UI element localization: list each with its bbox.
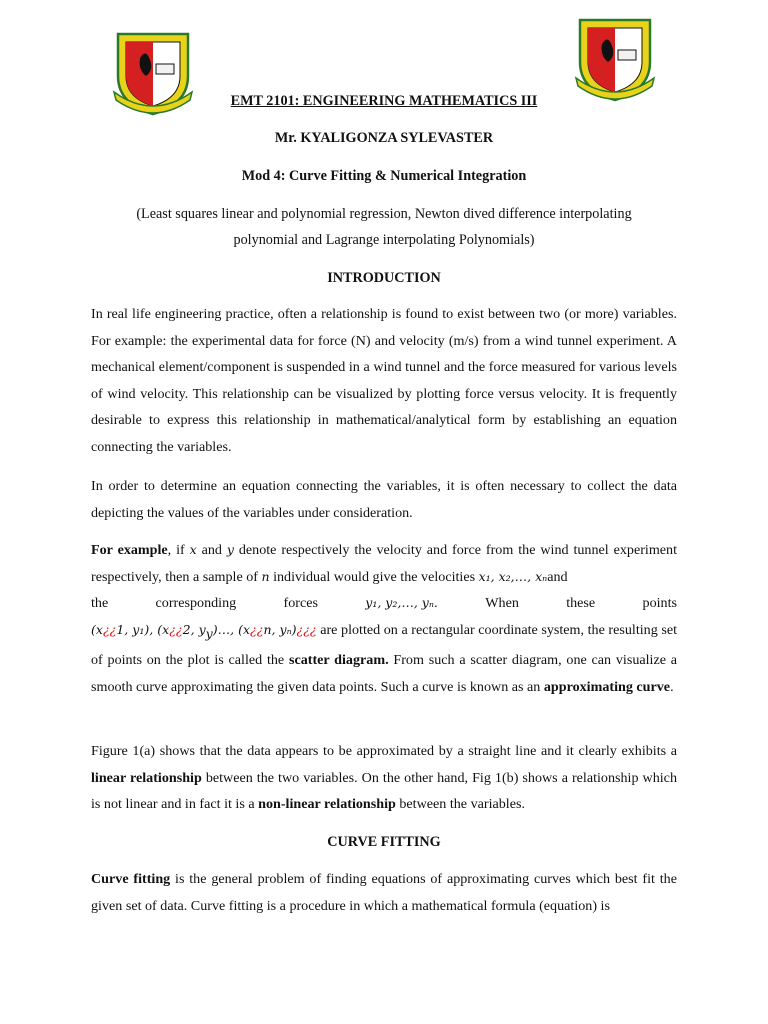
- example-line-3: [91, 617, 677, 701]
- curve-fitting-paragraph: [91, 866, 677, 919]
- course-title: EMT 2101: ENGINEERING MATHEMATICS III: [230, 93, 538, 109]
- math-subscript: y: [205, 625, 213, 641]
- math-forces: y₁, y₂,…, yₙ.: [365, 595, 438, 611]
- text-run: When: [485, 595, 519, 612]
- nonlinear-relationship-term: non-linear relationship: [258, 796, 396, 813]
- curve-fitting-heading: CURVE FITTING: [327, 834, 441, 850]
- text-run: between the variables.: [395, 796, 525, 813]
- text-run: denote respectively the velocity and force from the wind tunnel experiment respectively, then a sample of: [91, 542, 677, 585]
- math-velocities: x₁, x₂,…, xₙ: [478, 568, 548, 584]
- math-points: (x: [91, 621, 103, 637]
- text-run: and: [547, 568, 568, 585]
- math-y: y: [226, 542, 234, 557]
- introduction-heading: INTRODUCTION: [327, 270, 441, 286]
- text-run: .: [670, 678, 674, 695]
- text-run: individual would give the velocities: [269, 568, 479, 585]
- module-subtitle-line1: (Least squares linear and polynomial regression, Newton dived difference interpolating: [136, 206, 632, 222]
- math-points: 1, y₁), (x: [116, 621, 170, 637]
- university-crest-logo-right: [572, 16, 658, 104]
- text-run: these: [566, 595, 596, 612]
- math-error-glyph: ¿¿¿: [296, 621, 317, 637]
- math-error-glyph: ¿¿: [250, 621, 264, 637]
- intro-paragraph: In real life engineering practice, often a relationship is found to exist between two (or more) variables. For example: the experimental data for force (N) and velocity (m/s) from a wind tunnel experiment. A mechanical element/component is suspended in a wind tunnel and the force measured for various levels of wind velocity. This relationship can be visualized by plotting force versus velocity. It is frequently desirable to express this relationship in mathematical/analytical form by establishing an equation connecting the variables.: [91, 306, 677, 455]
- math-x: x: [189, 542, 197, 557]
- math-points: n, yₙ): [263, 621, 297, 637]
- text-run: Figure 1(a) shows that the data appears to be approximated by a straight line and it clearly exhibits a: [91, 743, 677, 759]
- text-run: and: [196, 542, 227, 558]
- math-error-glyph: ¿¿: [169, 621, 183, 637]
- data-collection-paragraph: In order to determine an equation connecting the variables, it is often necessary to collect the data depicting the values of the variables under consideration.: [91, 478, 677, 521]
- math-error-glyph: ¿¿: [102, 621, 117, 637]
- example-paragraph: [91, 537, 677, 700]
- linear-relationship-term: linear relationship: [91, 769, 202, 786]
- module-title: Mod 4: Curve Fitting & Numerical Integration: [241, 168, 527, 184]
- text-run: between the two variables. On the other hand, Fig 1(b) shows a relationship which is not linear and in fact it is a: [91, 769, 677, 813]
- text-run: the: [91, 595, 109, 612]
- math-n: n: [261, 568, 270, 584]
- math-points: )…, (x: [212, 621, 251, 637]
- text-run: forces: [283, 595, 318, 612]
- text-run: From such a scatter diagram, one can visualize a smooth curve approximating the given data points. Such a curve is known as an: [91, 652, 678, 695]
- math-points: 2, y: [182, 621, 206, 637]
- text-run: are plotted on a rectangular coordinate system, the resulting set of points on the plot is called the: [91, 621, 677, 669]
- scatter-diagram-term: scatter diagram.: [288, 652, 389, 669]
- text-run: , if: [167, 542, 190, 558]
- example-line-spread: [91, 590, 677, 617]
- text-run: is the general problem of finding equations of approximating curves which best fit the given set of data. Curve fitting is a procedure in which a mathematical formula (equation) is: [91, 871, 677, 914]
- text-run: points: [642, 595, 677, 612]
- figure-paragraph: [91, 738, 677, 818]
- module-subtitle-line2: polynomial and Lagrange interpolating Polynomials): [233, 232, 535, 248]
- lecturer-name: Mr. KYALIGONZA SYLEVASTER: [274, 130, 494, 146]
- example-lead: For example: [91, 542, 168, 558]
- curve-fitting-term: Curve fitting: [91, 871, 171, 887]
- example-line-1: [91, 537, 677, 590]
- text-run: corresponding: [155, 595, 237, 612]
- approximating-curve-term: approximating curve: [543, 678, 671, 695]
